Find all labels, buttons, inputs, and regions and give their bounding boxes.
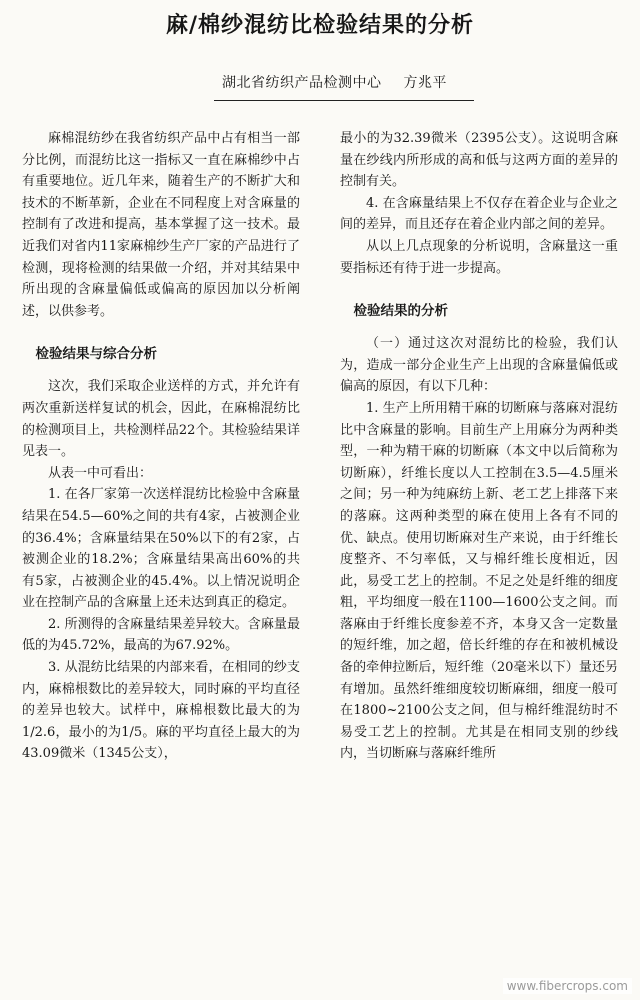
right-column <box>340 128 618 765</box>
paragraph: 4. 在含麻量结果上不仅存在着企业与企业之间的差异，而且还存在着企业内部之间的差异。 <box>340 195 618 233</box>
paragraph: 从表一中可看出： <box>48 465 153 481</box>
author-name: 方兆平 <box>403 75 447 91</box>
paragraph: 这次，我们采取企业送样的方式，并允许有两次重新送样复试的机会，因此，在麻棉混纺比的检测项目上，共检测样品22个。其检验结果详见表一。 <box>22 379 300 460</box>
paragraph: 2. 所测得的含麻量结果差异较大。含麻量最低的为45.72%，最高的为67.92%。 <box>22 616 300 654</box>
section-heading-results-analysis: 检验结果的分析 <box>353 303 448 320</box>
intro-paragraph: 麻棉混纺纱在我省纺织产品中占有相当一部分比例，而混纺比这一指标又一直在麻棉纱中占有重要地位。近几年来，随着生产的不断扩大和技术的不断革新，企业在不同程度上对含麻量的控制有了改进和提高，基本掌握了这一技术。最近我们对省内11家麻棉纱生产厂家的产品进行了检测，现将检测的结果做一介绍，并对其结果中所出现的含麻量偏低或偏高的原因加以分析阐述，以供参考。 <box>22 131 300 319</box>
section-heading-results-overview: 检验结果与综合分析 <box>35 346 157 363</box>
paragraph: 从以上几点现象的分析说明，含麻量这一重要指标还有待于进一步提高。 <box>340 238 618 276</box>
article-title: 麻/棉纱混纺比检验结果的分析 <box>165 12 475 38</box>
paragraph: （一）通过这次对混纺比的检验，我们认为，造成一部分企业生产上出现的含麻量偏低或偏高的原因，有以下几种： <box>340 336 618 395</box>
left-column <box>22 128 300 765</box>
paragraph: 1. 在各厂家第一次送样混纺比检验中含麻量结果在54.5—60%之间的共有4家，占被测企业的36.4%；含麻量结果在50%以下的有2家，占被测企业的18.2%；含麻量结果高出60%的共有5家，占被测企业的45.4%。以上情况说明企业在控制产品的含麻量上还未达到真正的稳定。 <box>22 487 300 611</box>
paragraph: 3. 从混纺比结果的内部来看，在相同的纱支内，麻棉根数比的差异较大，同时麻的平均直径的差异也较大。试样中，麻棉根数比最大的为1/2.6，最小的为1/5。麻的平均直径上最大的为43.09微米（1345公支）， <box>22 660 300 762</box>
author-organization: 湖北省纺织产品检测中心 <box>222 75 382 91</box>
byline <box>222 72 447 92</box>
site-watermark: www.fibercrops.com <box>503 978 632 994</box>
byline-underline <box>214 100 474 101</box>
paragraph-continued: 最小的为32.39微米（2395公支）。这说明含麻量在纱线内所形成的高和低与这两方面的差异的控制有关。 <box>340 131 618 190</box>
paragraph: 1. 生产上所用精干麻的切断麻与落麻对混纺比中含麻量的影响。目前生产上用麻分为两种类型，一种为精干麻的切断麻（本文中以后简称为切断麻），纤维长度以人工控制在3.5—4.5厘米之间；另一种为纯麻纺上新、老工艺上排落下来的落麻。这两种类型的麻在使用上各有不同的优、缺点。使用切断麻对生产来说，由于纤维长度整齐、不匀率低，又与棉纤维长度相近，因此，易受工艺上的控制。不足之处是纤维的细度粗，平均细度一般在1100—1600公支之间。而落麻由于纤维长度参差不齐，本身又含一定数量的短纤维，加之超，倍长纤维的存在和被机械设备的牵伸拉断后，短纤维（20毫米以下）量还另有增加。虽然纤维细度较切断麻细，细度一般可在1800~2100公支之间，但与棉纤维混纺时不易受工艺上的控制。尤其是在相同支别的纱线内，当切断麻与落麻纤维所 <box>340 400 618 762</box>
